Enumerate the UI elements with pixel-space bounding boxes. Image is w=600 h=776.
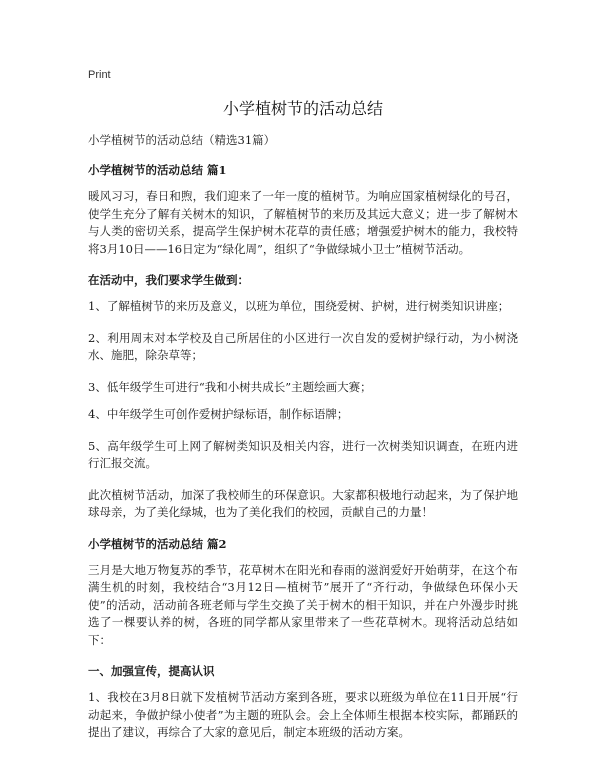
document-page	[88, 68, 518, 756]
requirement-item-4: 4、中年级学生可创作爱树护绿标语，制作标语牌；	[88, 407, 349, 421]
print-label[interactable]: Print	[88, 69, 111, 81]
page-title: 小学植树节的活动总结	[222, 99, 383, 118]
document-subtitle: 小学植树节的活动总结（精选31篇）	[88, 133, 276, 147]
requirement-heading: 在活动中，我们要求学生做到：	[88, 273, 249, 287]
article-1-conclusion: 此次植树节活动，加深了我校师生的环保意识。大家都积极地行动起来，为了保护地球母亲，为了美化绿城，也为了美化我们的校园，贡献自己的力量！	[88, 487, 518, 519]
requirement-item-3: 3、低年级学生可进行“我和小树共成长”主题绘画大赛；	[88, 379, 372, 394]
article-1-heading: 小学植树节的活动总结 篇1	[88, 163, 227, 177]
article-1-intro: 暖风习习，春日和煦，我们迎来了一年一度的植树节。为响应国家植树绿化的号召，使学生充分了解有关树木的知识，了解植树节的来历及其远大意义；进一步了解树木与人类的密切关系，提高学生保护树木花草的责任感；增强爱护树木的能力，我校特将3月10日——16日定为“绿化周”，组织了“争做绿城小卫士”植树节活动。	[88, 189, 518, 256]
requirement-item-2: 2、利用周末对本学校及自己所居住的小区进行一次自发的爱树护绿行动，为小树浇水、施肥，除杂草等；	[88, 330, 518, 362]
article-2-intro: 三月是大地万物复苏的季节，花草树木在阳光和春雨的滋润爱好开始萌芽，在这个布满生机的时刻，我校结合“3月12日—植树节”展开了“齐行动，争做绿色环保小天使”的活动，活动前各班老师与学生交换了关于树木的相干知识，并在户外漫步时挑选了一棵要认养的树，各班的同学都从家里带来了一些花草树木。现将活动总结如下：	[88, 562, 518, 647]
requirement-item-1: 1、了解植树节的来历及意义，以班为单位，围绕爱树、护树，进行树类知识讲座；	[88, 299, 510, 313]
requirement-item-5: 5、高年级学生可上网了解树类知识及相关内容，进行一次树类知识调查，在班内进行汇报交流。	[88, 438, 518, 470]
section-1-paragraph: 1、我校在3月8日就下发植树节活动方案到各班，要求以班级为单位在11日开展“行动起来，争做护绿小使者”为主题的班队会。会上全体师生根据本校实际，都踊跃的提出了建议，再综合了大家的意见后，制定本班级的活动方案。	[88, 690, 518, 739]
section-1-heading: 一、加强宣传，提高认识	[88, 664, 215, 678]
article-2-heading: 小学植树节的活动总结 篇2	[88, 536, 227, 551]
